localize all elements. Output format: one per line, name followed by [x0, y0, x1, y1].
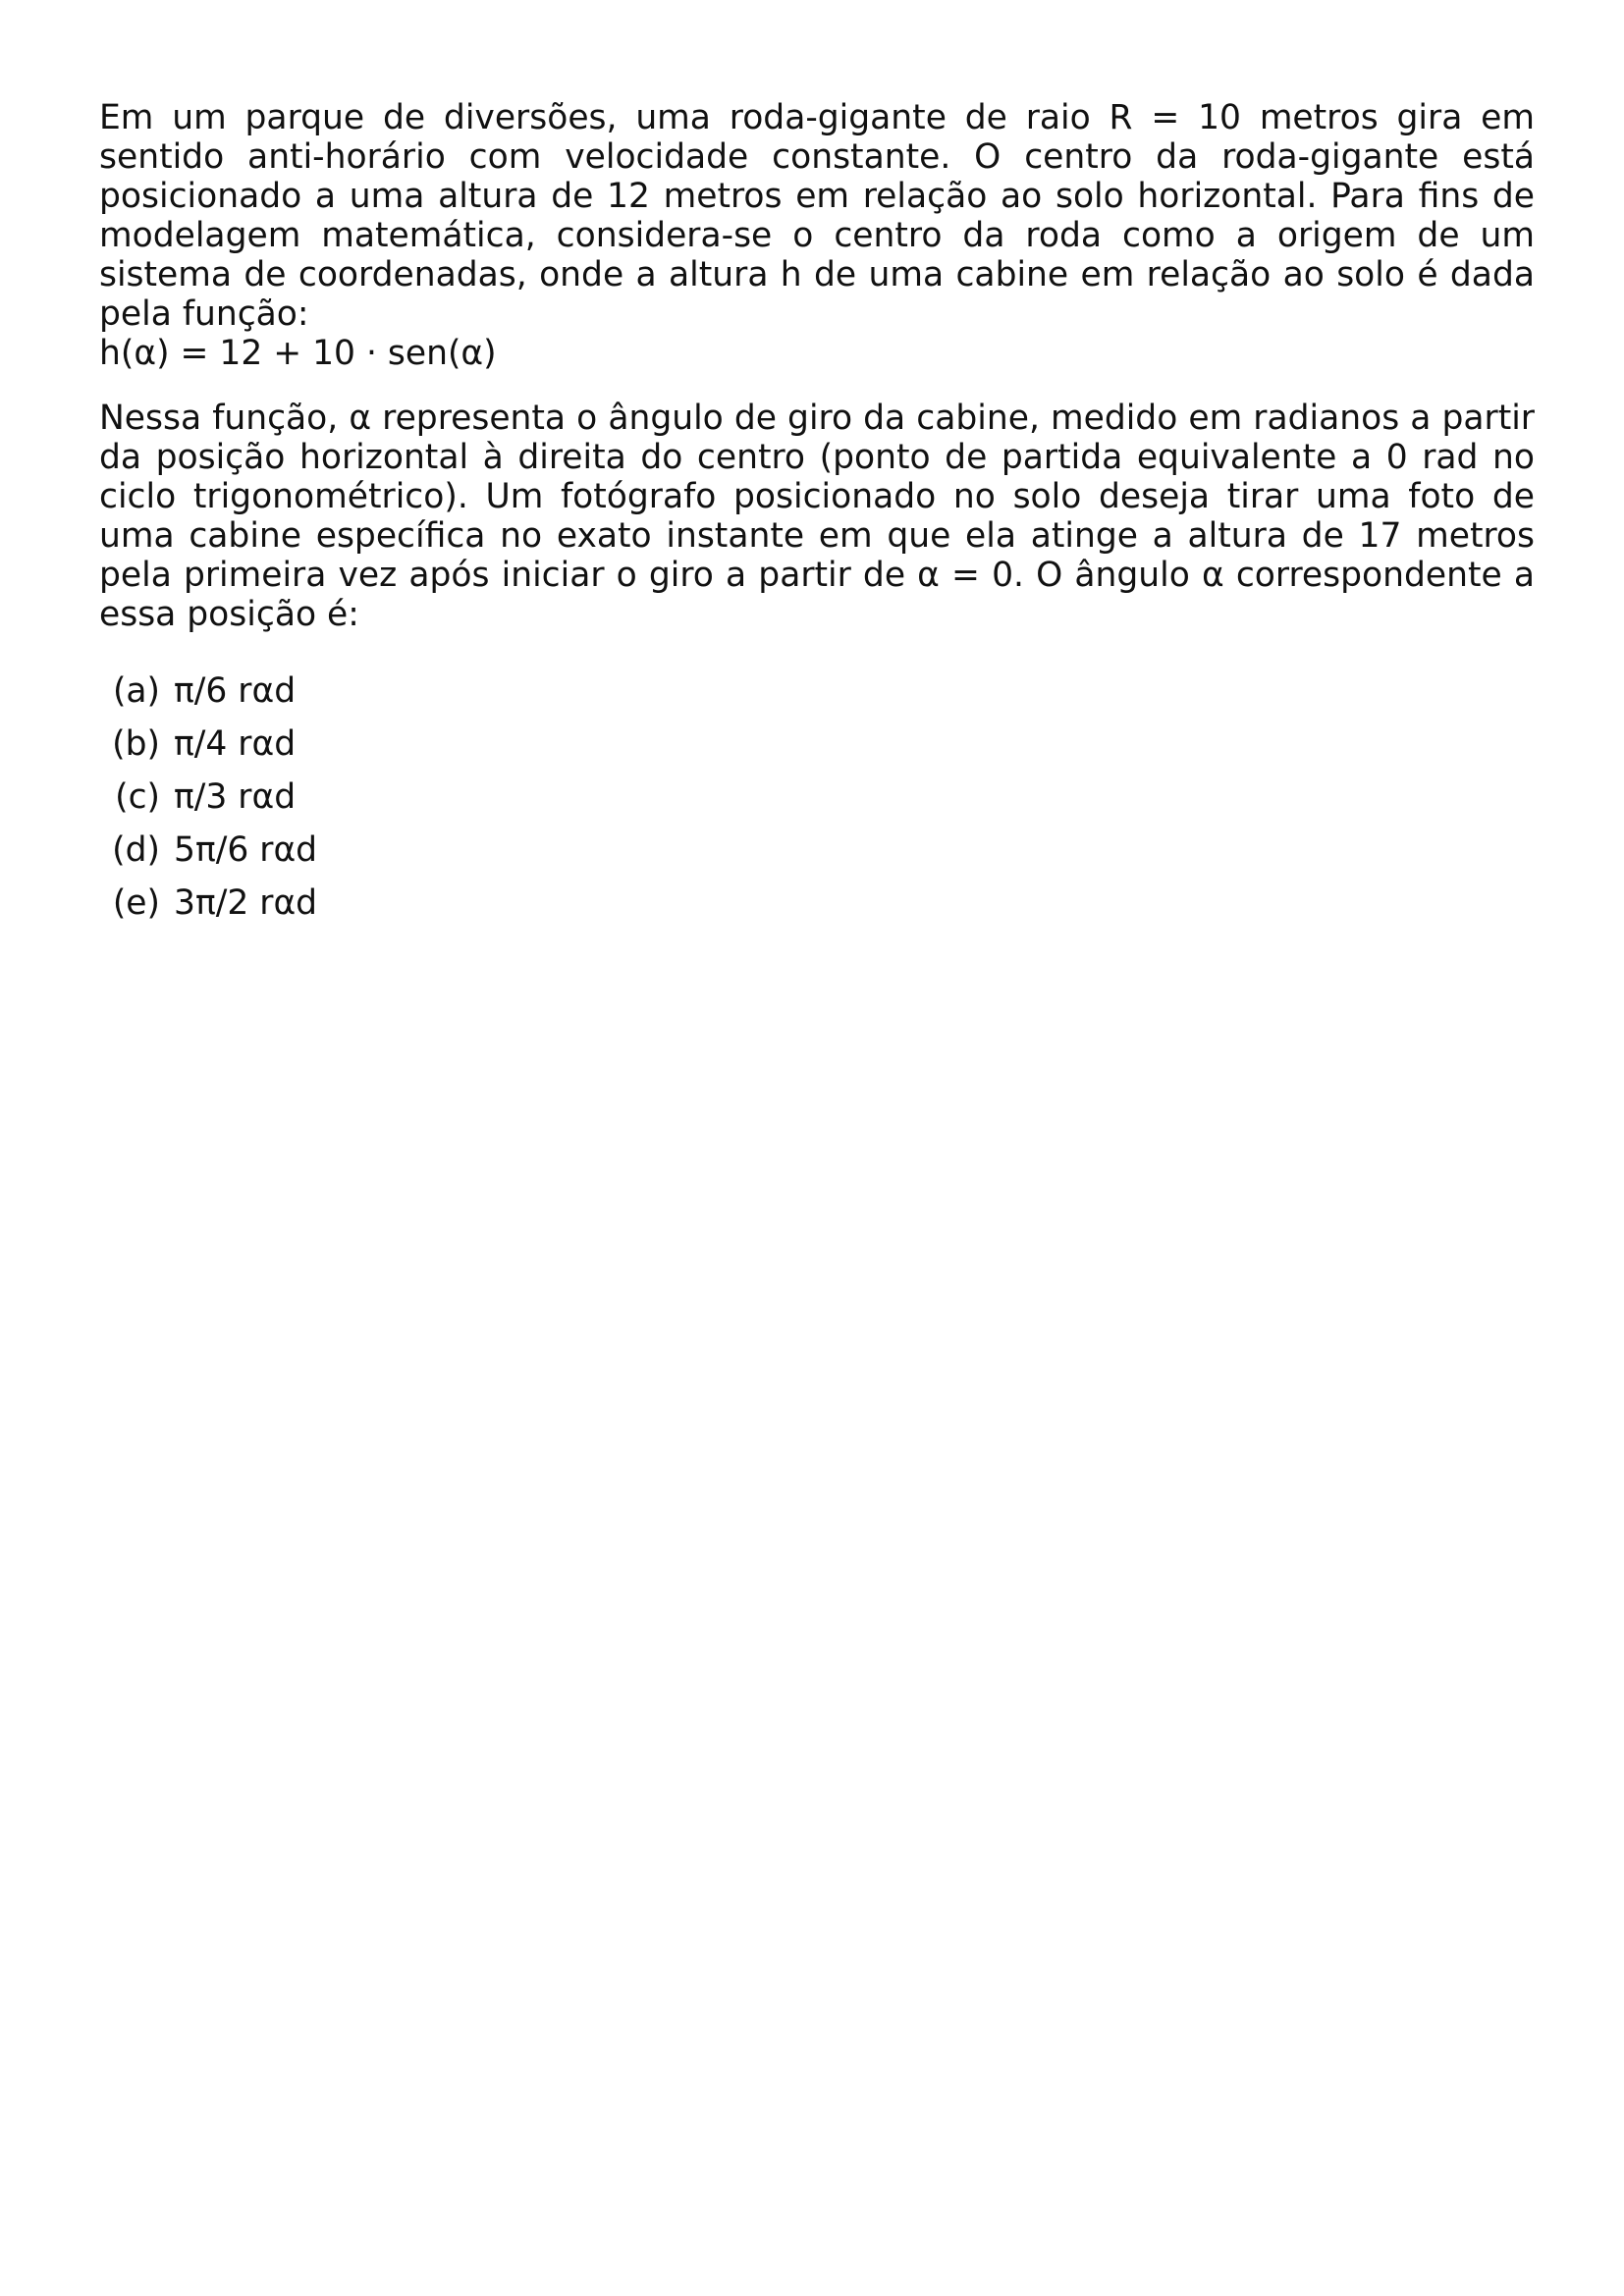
height-formula: h(α) = 12 + 10 · sen(α) [99, 334, 497, 373]
option-value: π/4 rαd [174, 724, 297, 764]
question-paragraph-2: Nessa função, α representa o ângulo de giro da cabine, medido em radianos a partir da posição horizontal à direita do centro (ponto de partida equivalente a 0 rad no ciclo trigonométrico). Um fotógrafo posicionado no solo deseja tirar uma foto de uma cabine específica no exato instante em que ela atinge a altura de 17 metros pela primeira vez após iniciar o giro a partir de α = 0. O ângulo α correspondente a essa posição é: [99, 399, 1535, 634]
option-label: (a) [112, 671, 160, 711]
option-value: π/3 rαd [174, 777, 297, 817]
answer-options [99, 671, 1535, 923]
answer-option-a[interactable] [99, 671, 1535, 711]
answer-option-d[interactable] [99, 830, 1535, 870]
answer-option-e[interactable] [99, 883, 1535, 923]
option-label: (b) [112, 724, 160, 764]
option-value: π/6 rαd [174, 671, 297, 711]
option-value: 3π/2 rαd [174, 883, 318, 923]
answer-option-c[interactable] [99, 777, 1535, 817]
option-label: (e) [112, 883, 160, 923]
question-page [99, 98, 1535, 936]
answer-option-b[interactable] [99, 724, 1535, 764]
question-paragraph-1-text: Em um parque de diversões, uma roda-gigante de raio R = 10 metros gira em sentido anti-horário com velocidade constante. O centro da roda-gigante está posicionado a uma altura de 12 metros em relação ao solo horizontal. Para fins de modelagem matemática, considera-se o centro da roda como a origem de um sistema de coordenadas, onde a altura h de uma cabine em relação ao solo é dada pela função: [99, 98, 1535, 334]
question-paragraph-1 [99, 98, 1535, 373]
option-label: (d) [112, 830, 160, 870]
option-label: (c) [115, 777, 160, 817]
option-value: 5π/6 rαd [174, 830, 318, 870]
